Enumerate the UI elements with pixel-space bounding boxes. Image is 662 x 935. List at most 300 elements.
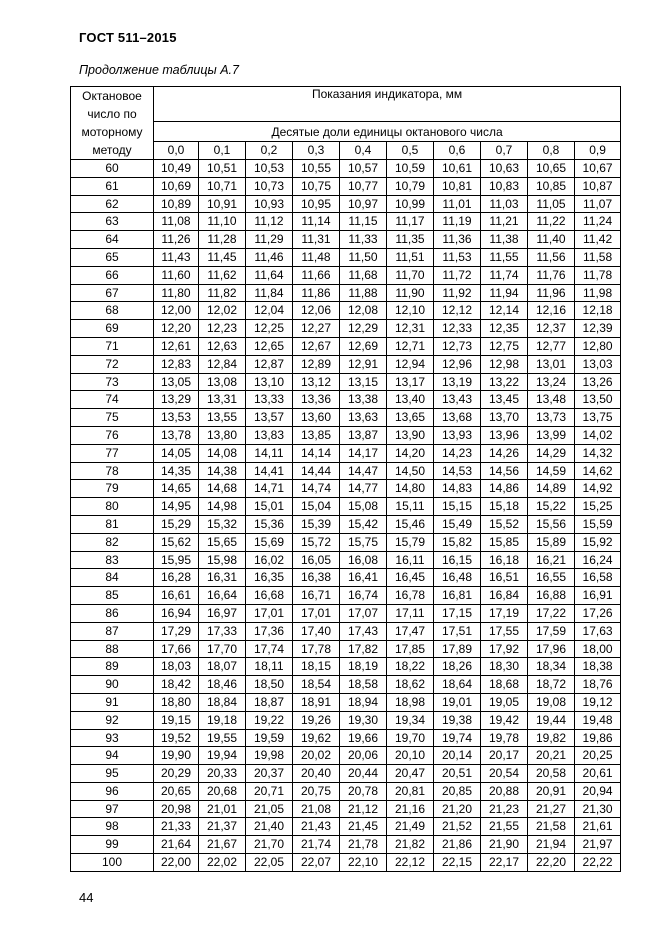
indicator-value-cell: 14,68 [199, 480, 246, 498]
indicator-value-cell: 14,95 [154, 498, 199, 516]
indicator-value-cell: 16,08 [340, 551, 387, 569]
indicator-value-cell: 11,43 [154, 248, 199, 266]
table-row [71, 693, 621, 711]
octane-number-cell: 100 [71, 854, 154, 872]
indicator-value-cell: 14,65 [154, 480, 199, 498]
decimal-header-cell: 0,8 [528, 141, 575, 159]
indicator-value-cell: 15,08 [340, 498, 387, 516]
indicator-value-cell: 16,64 [199, 587, 246, 605]
indicator-value-cell: 22,07 [293, 854, 340, 872]
indicator-value-cell: 16,11 [387, 551, 434, 569]
indicator-value-cell: 16,91 [575, 587, 621, 605]
octane-number-cell: 75 [71, 409, 154, 427]
indicator-value-cell: 22,17 [481, 854, 528, 872]
indicator-value-cell: 11,35 [387, 231, 434, 249]
indicator-value-cell: 11,90 [387, 284, 434, 302]
indicator-value-cell: 19,90 [154, 747, 199, 765]
indicator-value-cell: 21,58 [528, 818, 575, 836]
indicator-value-cell: 11,36 [434, 231, 481, 249]
indicator-value-cell: 11,08 [154, 213, 199, 231]
indicator-value-cell: 15,69 [246, 533, 293, 551]
indicator-value-cell: 12,69 [340, 337, 387, 355]
indicator-value-cell: 16,35 [246, 569, 293, 587]
decimal-header-row [71, 141, 621, 159]
table-row [71, 658, 621, 676]
indicator-value-cell: 14,14 [293, 444, 340, 462]
indicator-value-cell: 12,96 [434, 355, 481, 373]
indicator-value-cell: 19,55 [199, 729, 246, 747]
indicator-value-cell: 13,22 [481, 373, 528, 391]
tenths-header: Десятые доли единицы октанового числа [154, 122, 621, 141]
indicator-value-cell: 19,74 [434, 729, 481, 747]
table-row [71, 640, 621, 658]
table-row [71, 248, 621, 266]
indicator-value-cell: 20,29 [154, 765, 199, 783]
table-row [71, 676, 621, 694]
indicator-value-cell: 13,85 [293, 426, 340, 444]
indicator-value-cell: 12,91 [340, 355, 387, 373]
octane-indicator-table [70, 86, 621, 872]
indicator-value-cell: 15,98 [199, 551, 246, 569]
indicator-value-cell: 17,15 [434, 604, 481, 622]
indicator-value-cell: 11,07 [575, 195, 621, 213]
indicator-value-cell: 13,75 [575, 409, 621, 427]
octane-number-cell: 79 [71, 480, 154, 498]
octane-number-cell: 62 [71, 195, 154, 213]
indicator-value-cell: 13,08 [199, 373, 246, 391]
indicator-value-cell: 11,48 [293, 248, 340, 266]
indicator-value-cell: 22,15 [434, 854, 481, 872]
indicator-value-cell: 15,65 [199, 533, 246, 551]
decimal-header-cell: 0,5 [387, 141, 434, 159]
table-row [71, 854, 621, 872]
indicator-value-cell: 20,25 [575, 747, 621, 765]
indicator-value-cell: 11,98 [575, 284, 621, 302]
indicator-value-cell: 10,71 [199, 177, 246, 195]
indicator-value-cell: 17,59 [528, 622, 575, 640]
indicator-value-cell: 16,18 [481, 551, 528, 569]
octane-number-cell: 96 [71, 782, 154, 800]
indicator-value-cell: 17,26 [575, 604, 621, 622]
indicator-value-cell: 13,10 [246, 373, 293, 391]
indicator-value-cell: 13,36 [293, 391, 340, 409]
indicator-value-cell: 13,90 [387, 426, 434, 444]
indicator-value-cell: 11,88 [340, 284, 387, 302]
indicator-value-cell: 12,25 [246, 320, 293, 338]
indicator-value-cell: 19,62 [293, 729, 340, 747]
indicator-value-cell: 20,78 [340, 782, 387, 800]
indicator-value-cell: 12,71 [387, 337, 434, 355]
indicator-value-cell: 14,20 [387, 444, 434, 462]
indicator-value-cell: 19,38 [434, 711, 481, 729]
indicator-value-cell: 12,61 [154, 337, 199, 355]
indicator-value-cell: 21,30 [575, 800, 621, 818]
indicator-value-cell: 14,86 [481, 480, 528, 498]
indicator-value-cell: 12,80 [575, 337, 621, 355]
indicator-value-cell: 13,33 [246, 391, 293, 409]
indicator-value-cell: 10,69 [154, 177, 199, 195]
indicator-value-cell: 13,12 [293, 373, 340, 391]
indicator-value-cell: 15,85 [481, 533, 528, 551]
octane-number-cell: 94 [71, 747, 154, 765]
indicator-value-cell: 14,32 [575, 444, 621, 462]
indicator-value-cell: 16,94 [154, 604, 199, 622]
octane-number-cell: 99 [71, 836, 154, 854]
table-row [71, 604, 621, 622]
indicator-value-cell: 13,80 [199, 426, 246, 444]
indicator-value-cell: 10,97 [340, 195, 387, 213]
indicator-value-cell: 12,37 [528, 320, 575, 338]
indicator-value-cell: 18,22 [387, 658, 434, 676]
indicator-value-cell: 13,99 [528, 426, 575, 444]
table-row [71, 747, 621, 765]
indicator-value-cell: 10,79 [387, 177, 434, 195]
indicator-value-cell: 16,21 [528, 551, 575, 569]
indicator-value-cell: 20,58 [528, 765, 575, 783]
indicator-value-cell: 12,12 [434, 302, 481, 320]
indicator-value-cell: 18,87 [246, 693, 293, 711]
indicator-value-cell: 13,53 [154, 409, 199, 427]
indicator-value-cell: 19,59 [246, 729, 293, 747]
indicator-value-cell: 12,63 [199, 337, 246, 355]
indicator-value-cell: 12,98 [481, 355, 528, 373]
octane-number-cell: 69 [71, 320, 154, 338]
indicator-value-cell: 14,41 [246, 462, 293, 480]
indicator-value-cell: 12,35 [481, 320, 528, 338]
indicator-value-cell: 11,21 [481, 213, 528, 231]
indicator-value-cell: 19,98 [246, 747, 293, 765]
indicator-value-cell: 10,93 [246, 195, 293, 213]
indicator-value-cell: 12,14 [481, 302, 528, 320]
indicator-value-cell: 14,74 [293, 480, 340, 498]
indicator-value-cell: 10,83 [481, 177, 528, 195]
indicator-value-cell: 19,30 [340, 711, 387, 729]
indicator-value-cell: 11,53 [434, 248, 481, 266]
octane-number-cell: 85 [71, 587, 154, 605]
indicator-value-cell: 16,61 [154, 587, 199, 605]
indicator-value-cell: 18,80 [154, 693, 199, 711]
indicator-value-cell: 10,53 [246, 160, 293, 178]
indicator-value-cell: 15,62 [154, 533, 199, 551]
table-row [71, 462, 621, 480]
indicator-value-cell: 20,91 [528, 782, 575, 800]
indicator-value-cell: 11,64 [246, 266, 293, 284]
indicator-value-cell: 14,98 [199, 498, 246, 516]
table-row [71, 160, 621, 178]
indicator-value-cell: 16,81 [434, 587, 481, 605]
indicator-value-cell: 13,38 [340, 391, 387, 409]
indicator-value-cell: 13,50 [575, 391, 621, 409]
page-number: 44 [79, 890, 94, 905]
indicator-value-cell: 21,67 [199, 836, 246, 854]
table-row [71, 587, 621, 605]
indicator-value-cell: 21,43 [293, 818, 340, 836]
indicator-value-cell: 10,95 [293, 195, 340, 213]
indicator-value-cell: 12,10 [387, 302, 434, 320]
indicator-value-cell: 14,53 [434, 462, 481, 480]
octane-number-cell: 74 [71, 391, 154, 409]
indicator-value-cell: 14,11 [246, 444, 293, 462]
indicator-value-cell: 19,44 [528, 711, 575, 729]
indicator-value-cell: 20,33 [199, 765, 246, 783]
indicator-value-cell: 17,43 [340, 622, 387, 640]
indicator-value-cell: 15,89 [528, 533, 575, 551]
indicator-value-cell: 11,38 [481, 231, 528, 249]
octane-number-cell: 63 [71, 213, 154, 231]
indicator-value-cell: 15,22 [528, 498, 575, 516]
indicator-value-cell: 11,22 [528, 213, 575, 231]
indicator-value-cell: 19,12 [575, 693, 621, 711]
indicator-value-cell: 15,72 [293, 533, 340, 551]
decimal-header-cell: 0,3 [293, 141, 340, 159]
octane-number-cell: 65 [71, 248, 154, 266]
indicator-value-cell: 11,66 [293, 266, 340, 284]
indicator-value-cell: 20,44 [340, 765, 387, 783]
indicator-value-cell: 13,60 [293, 409, 340, 427]
indicator-value-cell: 11,55 [481, 248, 528, 266]
indicator-value-cell: 15,92 [575, 533, 621, 551]
indicator-value-cell: 13,78 [154, 426, 199, 444]
octane-number-cell: 61 [71, 177, 154, 195]
indicator-value-cell: 11,80 [154, 284, 199, 302]
octane-number-cell: 95 [71, 765, 154, 783]
indicator-value-cell: 11,03 [481, 195, 528, 213]
indicator-value-cell: 20,06 [340, 747, 387, 765]
indicator-value-cell: 14,29 [528, 444, 575, 462]
indicator-value-cell: 19,70 [387, 729, 434, 747]
indicator-value-cell: 11,28 [199, 231, 246, 249]
indicator-value-cell: 15,52 [481, 515, 528, 533]
indicator-value-cell: 12,33 [434, 320, 481, 338]
indicator-value-cell: 11,45 [199, 248, 246, 266]
indicator-value-cell: 15,42 [340, 515, 387, 533]
indicator-value-cell: 13,83 [246, 426, 293, 444]
octane-number-cell: 83 [71, 551, 154, 569]
table-row [71, 818, 621, 836]
indicator-value-cell: 11,58 [575, 248, 621, 266]
indicator-value-cell: 16,02 [246, 551, 293, 569]
indicator-value-cell: 11,70 [387, 266, 434, 284]
indicator-value-cell: 22,00 [154, 854, 199, 872]
indicator-value-cell: 21,27 [528, 800, 575, 818]
table-row [71, 266, 621, 284]
table-row [71, 533, 621, 551]
indicator-value-cell: 13,55 [199, 409, 246, 427]
indicator-value-cell: 14,26 [481, 444, 528, 462]
indicator-value-cell: 17,51 [434, 622, 481, 640]
indicator-value-cell: 15,39 [293, 515, 340, 533]
indicator-value-cell: 22,22 [575, 854, 621, 872]
indicator-value-cell: 20,02 [293, 747, 340, 765]
indicator-value-cell: 11,86 [293, 284, 340, 302]
indicator-value-cell: 11,24 [575, 213, 621, 231]
indicator-value-cell: 12,04 [246, 302, 293, 320]
indicator-value-cell: 11,68 [340, 266, 387, 284]
indicator-value-cell: 15,49 [434, 515, 481, 533]
indicator-value-cell: 11,46 [246, 248, 293, 266]
indicator-value-cell: 18,68 [481, 676, 528, 694]
indicator-value-cell: 11,17 [387, 213, 434, 231]
indicator-value-cell: 17,07 [340, 604, 387, 622]
indicator-value-cell: 21,12 [340, 800, 387, 818]
table-row [71, 177, 621, 195]
indicator-value-cell: 14,56 [481, 462, 528, 480]
indicator-value-cell: 15,59 [575, 515, 621, 533]
table-row [71, 480, 621, 498]
indicator-value-cell: 12,89 [293, 355, 340, 373]
indicator-value-cell: 19,66 [340, 729, 387, 747]
octane-number-cell: 98 [71, 818, 154, 836]
indicator-value-cell: 11,94 [481, 284, 528, 302]
indicator-value-cell: 20,17 [481, 747, 528, 765]
octane-number-cell: 89 [71, 658, 154, 676]
octane-number-cell: 60 [71, 160, 154, 178]
indicator-value-cell: 18,19 [340, 658, 387, 676]
indicator-value-cell: 16,88 [528, 587, 575, 605]
indicator-value-cell: 20,94 [575, 782, 621, 800]
indicator-value-cell: 11,01 [434, 195, 481, 213]
indicator-value-cell: 22,20 [528, 854, 575, 872]
indicator-value-cell: 17,55 [481, 622, 528, 640]
indicator-value-cell: 17,89 [434, 640, 481, 658]
indicator-value-cell: 15,29 [154, 515, 199, 533]
indicator-value-cell: 13,05 [154, 373, 199, 391]
indicator-value-cell: 13,26 [575, 373, 621, 391]
indicator-value-cell: 16,68 [246, 587, 293, 605]
indicator-value-cell: 15,18 [481, 498, 528, 516]
indicator-value-cell: 21,37 [199, 818, 246, 836]
indicator-value-cell: 17,19 [481, 604, 528, 622]
octane-number-cell: 91 [71, 693, 154, 711]
indicator-value-cell: 11,50 [340, 248, 387, 266]
indicator-value-cell: 14,89 [528, 480, 575, 498]
octane-number-cell: 81 [71, 515, 154, 533]
indicator-value-cell: 12,31 [387, 320, 434, 338]
indicator-value-cell: 14,77 [340, 480, 387, 498]
indicator-value-cell: 21,05 [246, 800, 293, 818]
table-row [71, 800, 621, 818]
indicator-value-cell: 10,59 [387, 160, 434, 178]
indicator-value-cell: 15,46 [387, 515, 434, 533]
indicator-value-cell: 14,92 [575, 480, 621, 498]
indicator-value-cell: 17,74 [246, 640, 293, 658]
decimal-header-cell: 0,2 [246, 141, 293, 159]
indicator-value-cell: 16,28 [154, 569, 199, 587]
indicator-value-cell: 18,98 [387, 693, 434, 711]
octane-number-cell: 77 [71, 444, 154, 462]
indicator-value-cell: 22,05 [246, 854, 293, 872]
indicator-value-cell: 15,15 [434, 498, 481, 516]
indicator-value-cell: 20,88 [481, 782, 528, 800]
indicator-value-cell: 13,31 [199, 391, 246, 409]
indicator-value-cell: 19,15 [154, 711, 199, 729]
indicator-value-cell: 18,94 [340, 693, 387, 711]
indicator-value-cell: 12,16 [528, 302, 575, 320]
indicator-value-cell: 17,92 [481, 640, 528, 658]
indicator-value-cell: 16,48 [434, 569, 481, 587]
indicator-value-cell: 21,45 [340, 818, 387, 836]
octane-number-cell: 97 [71, 800, 154, 818]
indicator-value-cell: 10,57 [340, 160, 387, 178]
indicator-value-cell: 13,96 [481, 426, 528, 444]
indicator-value-cell: 21,55 [481, 818, 528, 836]
octane-number-cell: 76 [71, 426, 154, 444]
indicator-value-cell: 10,63 [481, 160, 528, 178]
octane-number-cell: 64 [71, 231, 154, 249]
indicator-value-cell: 12,29 [340, 320, 387, 338]
indicator-value-cell: 19,26 [293, 711, 340, 729]
indicator-value-cell: 11,74 [481, 266, 528, 284]
indicator-value-cell: 14,38 [199, 462, 246, 480]
indicator-value-cell: 16,15 [434, 551, 481, 569]
octane-number-cell: 87 [71, 622, 154, 640]
octane-number-cell: 72 [71, 355, 154, 373]
indicator-value-cell: 21,64 [154, 836, 199, 854]
table-row [71, 302, 621, 320]
indicator-value-cell: 11,12 [246, 213, 293, 231]
table-row [71, 337, 621, 355]
indicator-value-cell: 14,83 [434, 480, 481, 498]
indicator-value-cell: 15,95 [154, 551, 199, 569]
octane-number-cell: 71 [71, 337, 154, 355]
indicator-value-cell: 18,76 [575, 676, 621, 694]
indicator-value-cell: 13,73 [528, 409, 575, 427]
indicator-value-cell: 20,37 [246, 765, 293, 783]
indicator-value-cell: 14,59 [528, 462, 575, 480]
indicator-value-cell: 12,84 [199, 355, 246, 373]
octane-number-cell: 68 [71, 302, 154, 320]
indicator-value-cell: 17,36 [246, 622, 293, 640]
indicator-value-cell: 10,77 [340, 177, 387, 195]
indicator-value-cell: 10,99 [387, 195, 434, 213]
decimal-header-cell: 0,0 [154, 141, 199, 159]
indicator-value-cell: 11,72 [434, 266, 481, 284]
indicator-value-cell: 19,94 [199, 747, 246, 765]
indicator-value-cell: 12,83 [154, 355, 199, 373]
indicator-value-cell: 11,26 [154, 231, 199, 249]
indicator-value-cell: 11,84 [246, 284, 293, 302]
indicator-value-cell: 13,17 [387, 373, 434, 391]
indicator-value-cell: 17,66 [154, 640, 199, 658]
indicator-value-cell: 10,55 [293, 160, 340, 178]
octane-number-cell: 84 [71, 569, 154, 587]
table-row [71, 711, 621, 729]
indicator-value-cell: 18,72 [528, 676, 575, 694]
indicator-value-cell: 17,82 [340, 640, 387, 658]
indicator-value-cell: 18,62 [387, 676, 434, 694]
indicator-value-cell: 14,71 [246, 480, 293, 498]
octane-number-cell: 90 [71, 676, 154, 694]
indicator-value-cell: 20,71 [246, 782, 293, 800]
indicator-value-cell: 21,52 [434, 818, 481, 836]
indicator-value-cell: 19,05 [481, 693, 528, 711]
indicator-value-cell: 11,14 [293, 213, 340, 231]
indicator-value-cell: 17,29 [154, 622, 199, 640]
indicator-value-cell: 21,97 [575, 836, 621, 854]
indicator-value-cell: 12,39 [575, 320, 621, 338]
table-row [71, 231, 621, 249]
indicator-value-cell: 13,63 [340, 409, 387, 427]
indicator-value-cell: 15,82 [434, 533, 481, 551]
indicator-value-cell: 14,50 [387, 462, 434, 480]
indicator-value-cell: 16,71 [293, 587, 340, 605]
indicator-value-cell: 16,58 [575, 569, 621, 587]
indicator-value-cell: 20,40 [293, 765, 340, 783]
table-body [71, 160, 621, 872]
indicator-value-cell: 14,05 [154, 444, 199, 462]
octane-number-cell: 80 [71, 498, 154, 516]
indicator-value-cell: 11,82 [199, 284, 246, 302]
